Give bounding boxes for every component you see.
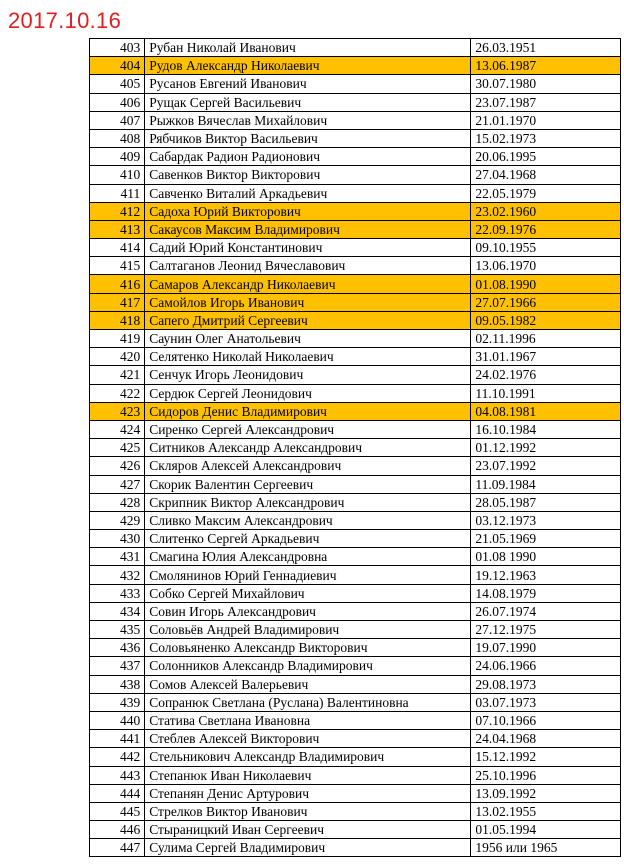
table-row — [90, 693, 621, 711]
person-name: Стеблев Алексей Викторович — [145, 730, 471, 748]
birth-date: 21.05.1969 — [471, 530, 621, 548]
table-row — [90, 402, 621, 420]
person-name: Соловьёв Андрей Владимирович — [145, 621, 471, 639]
person-name: Савенков Виктор Викторович — [145, 166, 471, 184]
birth-date: 23.02.1960 — [471, 202, 621, 220]
table-row — [90, 439, 621, 457]
person-name: Сенчук Игорь Леонидович — [145, 366, 471, 384]
birth-date: 13.02.1955 — [471, 802, 621, 820]
row-number: 417 — [90, 293, 145, 311]
birth-date: 24.04.1968 — [471, 730, 621, 748]
row-number: 447 — [90, 839, 145, 857]
row-number: 426 — [90, 457, 145, 475]
person-name: Селятенко Николай Николаевич — [145, 348, 471, 366]
table-row — [90, 202, 621, 220]
person-name: Стельникович Александр Владимирович — [145, 748, 471, 766]
person-name: Рубан Николай Иванович — [145, 39, 471, 57]
row-number: 423 — [90, 402, 145, 420]
birth-date: 26.07.1974 — [471, 602, 621, 620]
birth-date: 01.12.1992 — [471, 439, 621, 457]
table-row — [90, 584, 621, 602]
table-row — [90, 93, 621, 111]
person-name: Собко Сергей Михайлович — [145, 584, 471, 602]
row-number: 419 — [90, 330, 145, 348]
row-number: 432 — [90, 566, 145, 584]
table-row — [90, 257, 621, 275]
person-name: Сидоров Денис Владимирович — [145, 402, 471, 420]
row-number: 404 — [90, 57, 145, 75]
table-row — [90, 166, 621, 184]
table-row — [90, 639, 621, 657]
table-row — [90, 621, 621, 639]
table-row — [90, 184, 621, 202]
row-number: 438 — [90, 675, 145, 693]
table-row — [90, 530, 621, 548]
persons-table-body — [90, 39, 621, 857]
row-number: 414 — [90, 239, 145, 257]
person-name: Соловьяненко Александр Викторович — [145, 639, 471, 657]
person-name: Самойлов Игорь Иванович — [145, 293, 471, 311]
table-row — [90, 148, 621, 166]
birth-date: 14.08.1979 — [471, 584, 621, 602]
person-name: Солонников Александр Владимирович — [145, 657, 471, 675]
row-number: 405 — [90, 75, 145, 93]
birth-date: 1956 или 1965 — [471, 839, 621, 857]
table-row — [90, 657, 621, 675]
birth-date: 22.05.1979 — [471, 184, 621, 202]
row-number: 406 — [90, 93, 145, 111]
table-row — [90, 675, 621, 693]
table-row — [90, 57, 621, 75]
row-number: 446 — [90, 821, 145, 839]
birth-date: 01.08.1990 — [471, 275, 621, 293]
birth-date: 19.07.1990 — [471, 639, 621, 657]
table-row — [90, 839, 621, 857]
table-row — [90, 366, 621, 384]
table-row — [90, 457, 621, 475]
row-number: 442 — [90, 748, 145, 766]
table-row — [90, 748, 621, 766]
row-number: 440 — [90, 711, 145, 729]
table-row — [90, 220, 621, 238]
row-number: 443 — [90, 766, 145, 784]
birth-date: 23.07.1987 — [471, 93, 621, 111]
birth-date: 25.10.1996 — [471, 766, 621, 784]
birth-date: 15.02.1973 — [471, 129, 621, 147]
birth-date: 27.12.1975 — [471, 621, 621, 639]
row-number: 431 — [90, 548, 145, 566]
birth-date: 27.04.1968 — [471, 166, 621, 184]
row-number: 407 — [90, 111, 145, 129]
row-number: 428 — [90, 493, 145, 511]
table-row — [90, 475, 621, 493]
row-number: 416 — [90, 275, 145, 293]
person-name: Сомов Алексей Валерьевич — [145, 675, 471, 693]
table-row — [90, 548, 621, 566]
row-number: 412 — [90, 202, 145, 220]
birth-date: 22.09.1976 — [471, 220, 621, 238]
table-row — [90, 602, 621, 620]
table-row — [90, 493, 621, 511]
row-number: 421 — [90, 366, 145, 384]
birth-date: 31.01.1967 — [471, 348, 621, 366]
birth-date: 13.06.1970 — [471, 257, 621, 275]
birth-date: 24.06.1966 — [471, 657, 621, 675]
person-name: Саунин Олег Анатольевич — [145, 330, 471, 348]
table-row — [90, 39, 621, 57]
birth-date: 09.05.1982 — [471, 311, 621, 329]
person-name: Сабардак Радион Радионович — [145, 148, 471, 166]
row-number: 434 — [90, 602, 145, 620]
person-name: Салтаганов Леонид Вячеславович — [145, 257, 471, 275]
birth-date: 03.12.1973 — [471, 511, 621, 529]
person-name: Смолянинов Юрий Геннадиевич — [145, 566, 471, 584]
person-name: Стрелков Виктор Иванович — [145, 802, 471, 820]
birth-date: 03.07.1973 — [471, 693, 621, 711]
birth-date: 13.06.1987 — [471, 57, 621, 75]
row-number: 436 — [90, 639, 145, 657]
table-row — [90, 511, 621, 529]
row-number: 430 — [90, 530, 145, 548]
birth-date: 01.08 1990 — [471, 548, 621, 566]
person-name: Рущак Сергей Васильевич — [145, 93, 471, 111]
birth-date: 01.05.1994 — [471, 821, 621, 839]
birth-date: 24.02.1976 — [471, 366, 621, 384]
table-row — [90, 348, 621, 366]
birth-date: 07.10.1966 — [471, 711, 621, 729]
birth-date: 11.09.1984 — [471, 475, 621, 493]
row-number: 429 — [90, 511, 145, 529]
table-row — [90, 311, 621, 329]
birth-date: 21.01.1970 — [471, 111, 621, 129]
table-row — [90, 239, 621, 257]
row-number: 420 — [90, 348, 145, 366]
person-name: Сердюк Сергей Леонидович — [145, 384, 471, 402]
row-number: 409 — [90, 148, 145, 166]
person-name: Слитенко Сергей Аркадьевич — [145, 530, 471, 548]
row-number: 413 — [90, 220, 145, 238]
person-name: Скорик Валентин Сергеевич — [145, 475, 471, 493]
row-number: 415 — [90, 257, 145, 275]
person-name: Степанюк Иван Николаевич — [145, 766, 471, 784]
table-row — [90, 566, 621, 584]
row-number: 433 — [90, 584, 145, 602]
person-name: Скляров Алексей Александрович — [145, 457, 471, 475]
person-name: Самаров Александр Николаевич — [145, 275, 471, 293]
birth-date: 02.11.1996 — [471, 330, 621, 348]
row-number: 437 — [90, 657, 145, 675]
person-name: Сапего Дмитрий Сергеевич — [145, 311, 471, 329]
person-name: Ситников Александр Александрович — [145, 439, 471, 457]
table-row — [90, 802, 621, 820]
birth-date: 27.07.1966 — [471, 293, 621, 311]
row-number: 403 — [90, 39, 145, 57]
row-number: 444 — [90, 784, 145, 802]
table-row — [90, 111, 621, 129]
table-row — [90, 330, 621, 348]
table-row — [90, 730, 621, 748]
person-name: Русанов Евгений Иванович — [145, 75, 471, 93]
row-number: 439 — [90, 693, 145, 711]
table-row — [90, 384, 621, 402]
birth-date: 09.10.1955 — [471, 239, 621, 257]
birth-date: 23.07.1992 — [471, 457, 621, 475]
table-row — [90, 821, 621, 839]
person-name: Садоха Юрий Викторович — [145, 202, 471, 220]
birth-date: 16.10.1984 — [471, 420, 621, 438]
date-stamp: 2017.10.16 — [8, 8, 122, 33]
row-number: 435 — [90, 621, 145, 639]
person-name: Сливко Максим Александрович — [145, 511, 471, 529]
person-name: Сулима Сергей Владимирович — [145, 839, 471, 857]
row-number: 418 — [90, 311, 145, 329]
person-name: Совин Игорь Александрович — [145, 602, 471, 620]
table-row — [90, 275, 621, 293]
row-number: 425 — [90, 439, 145, 457]
row-number: 445 — [90, 802, 145, 820]
table-row — [90, 129, 621, 147]
birth-date: 26.03.1951 — [471, 39, 621, 57]
birth-date: 20.06.1995 — [471, 148, 621, 166]
person-name: Сиренко Сергей Александрович — [145, 420, 471, 438]
birth-date: 04.08.1981 — [471, 402, 621, 420]
birth-date: 29.08.1973 — [471, 675, 621, 693]
person-name: Рыжков Вячеслав Михайлович — [145, 111, 471, 129]
person-name: Смагина Юлия Александровна — [145, 548, 471, 566]
person-name: Статива Светлана Ивановна — [145, 711, 471, 729]
row-number: 424 — [90, 420, 145, 438]
row-number: 410 — [90, 166, 145, 184]
row-number: 411 — [90, 184, 145, 202]
birth-date: 28.05.1987 — [471, 493, 621, 511]
person-name: Сопранюк Светлана (Руслана) Валентиновна — [145, 693, 471, 711]
table-row — [90, 766, 621, 784]
row-number: 441 — [90, 730, 145, 748]
birth-date: 19.12.1963 — [471, 566, 621, 584]
person-name: Сакаусов Максим Владимирович — [145, 220, 471, 238]
birth-date: 13.09.1992 — [471, 784, 621, 802]
birth-date: 11.10.1991 — [471, 384, 621, 402]
person-name: Савченко Виталий Аркадьевич — [145, 184, 471, 202]
row-number: 408 — [90, 129, 145, 147]
table-row — [90, 711, 621, 729]
person-name: Садий Юрий Константинович — [145, 239, 471, 257]
table-row — [90, 293, 621, 311]
table-row — [90, 420, 621, 438]
person-name: Стыраницкий Иван Сергеевич — [145, 821, 471, 839]
person-name: Рябчиков Виктор Васильевич — [145, 129, 471, 147]
persons-table — [89, 38, 621, 857]
person-name: Рудов Александр Николаевич — [145, 57, 471, 75]
table-row — [90, 75, 621, 93]
table-row — [90, 784, 621, 802]
row-number: 427 — [90, 475, 145, 493]
row-number: 422 — [90, 384, 145, 402]
person-name: Скрипник Виктор Александрович — [145, 493, 471, 511]
person-name: Степанян Денис Артурович — [145, 784, 471, 802]
birth-date: 30.07.1980 — [471, 75, 621, 93]
birth-date: 15.12.1992 — [471, 748, 621, 766]
